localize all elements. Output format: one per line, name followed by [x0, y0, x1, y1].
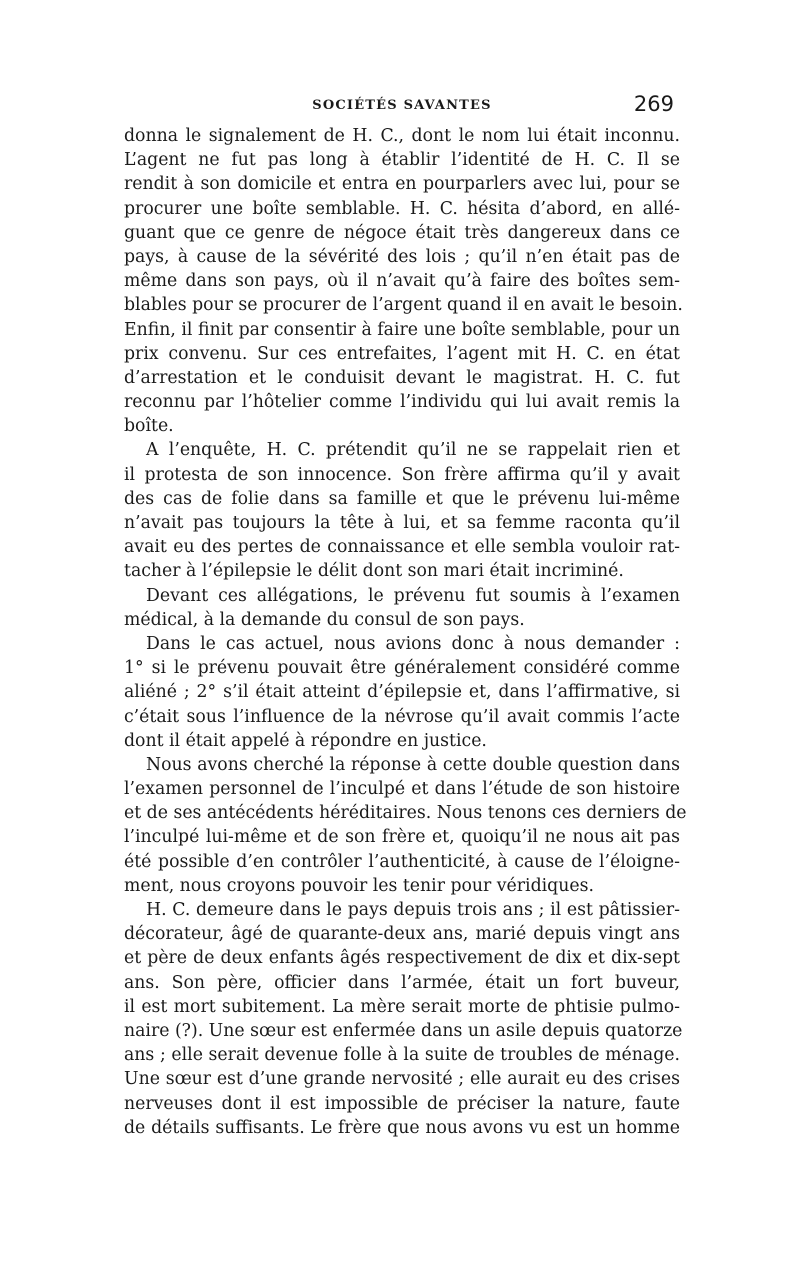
- paragraph: [124, 584, 680, 632]
- text-line: même dans son pays, où il n’avait qu’à faire des boîtes sem-: [124, 271, 680, 292]
- text-line: L’agent ne fut pas long à établir l’identité de H. C. Il se: [124, 150, 680, 171]
- text-line: tacher à l’épilepsie le délit dont son mari était incriminé.: [124, 561, 624, 582]
- text-line: donna le signalement de H. C., dont le nom lui était inconnu.: [124, 126, 680, 146]
- text-line: guant que ce genre de négoce était très dangereux dans ce: [124, 222, 680, 243]
- text-line: ans ; elle serait devenue folle à la suite de troubles de ménage.: [124, 1045, 680, 1066]
- text-line: Nous avons cherché la réponse à cette double question dans: [146, 754, 680, 775]
- text-line: Devant ces allégations, le prévenu fut soumis à l’examen: [146, 585, 680, 606]
- text-line: pays, à cause de la sévérité des lois ; qu’il n’en était pas de: [124, 246, 680, 267]
- text-line: H. C. demeure dans le pays depuis trois ans ; il est pâtissier-: [146, 900, 680, 920]
- paragraph: [124, 632, 680, 753]
- text-line: été possible d’en contrôler l’authenticité, à cause de l’éloigne-: [124, 851, 680, 872]
- text-line: avait eu des pertes de connaissance et elle sembla vouloir rat-: [124, 537, 680, 558]
- text-line: 1° si le prévenu pouvait être généralement considéré comme: [124, 658, 680, 679]
- text-line: ans. Son père, officier dans l’armée, était un fort buveur,: [124, 972, 680, 993]
- text-line: médical, à la demande du consul de son pays.: [124, 609, 525, 630]
- text-line: et de ses antécédents héréditaires. Nous tenons ces derniers de: [124, 803, 687, 824]
- text-line: des cas de folie dans sa famille et que le prévenu lui-même: [124, 488, 680, 509]
- text-line: il est mort subitement. La mère serait morte de phtisie pulmo-: [124, 996, 680, 1017]
- text-line: Enfin, il finit par consentir à faire une boîte semblable, pour un: [124, 319, 680, 340]
- text-line: c’était sous l’influence de la névrose qu’il avait commis l’acte: [124, 706, 680, 727]
- text-line: boîte.: [124, 416, 174, 437]
- text-line: ment, nous croyons pouvoir les tenir pour véridiques.: [124, 875, 594, 896]
- paragraph: [124, 898, 683, 1140]
- text-line: décorateur, âgé de quarante-deux ans, marié depuis vingt ans: [124, 924, 680, 945]
- text-line: A l’enquête, H. C. prétendit qu’il ne se rappelait rien et: [146, 440, 680, 461]
- text-line: n’avait pas toujours la tête à lui, et sa femme raconta qu’il: [124, 513, 680, 533]
- text-line: procurer une boîte semblable. H. C. hésita d’abord, en allé-: [124, 198, 680, 219]
- running-title: SOCIÉTÉS SAVANTES: [312, 98, 492, 113]
- text-line: d’arrestation et le conduisit devant le magistrat. H. C. fut: [124, 367, 680, 388]
- text-line: blables pour se procurer de l’argent quand il en avait le besoin.: [124, 295, 683, 316]
- text-line: et père de deux enfants âgés respectivement de dix et dix-sept: [124, 948, 680, 969]
- page-number: 269: [633, 92, 674, 116]
- text-line: Dans le cas actuel, nous avions donc à nous demander :: [146, 633, 680, 654]
- text-line: prix convenu. Sur ces entrefaites, l’agent mit H. C. en état: [124, 343, 680, 364]
- paragraph: [124, 438, 680, 583]
- paragraph: [124, 753, 687, 898]
- text-line: rendit à son domicile et entra en pourparlers avec lui, pour se: [124, 174, 680, 195]
- text-line: nerveuses dont il est impossible de préciser la nature, faute: [124, 1093, 680, 1114]
- text-line: de détails suffisants. Le frère que nous avons vu est un homme: [124, 1117, 680, 1138]
- text-line: reconnu par l’hôtelier comme l’individu qui lui avait remis la: [124, 392, 680, 413]
- text-line: naire (?). Une sœur est enfermée dans un asile depuis quatorze: [124, 1020, 683, 1041]
- text-line: l’inculpé lui-même et de son frère et, quoiqu’il ne nous ait pas: [124, 827, 680, 848]
- text-line: aliéné ; 2° s’il était atteint d’épilepsie et, dans l’affirmative, si: [124, 682, 680, 703]
- text-line: l’examen personnel de l’inculpé et dans l’étude de son histoire: [124, 779, 680, 800]
- text-line: il protesta de son innocence. Son frère affirma qu’il y avait: [124, 464, 680, 485]
- text-line: Une sœur est d’une grande nervosité ; elle aurait eu des crises: [124, 1069, 680, 1090]
- body-text: [124, 124, 687, 1140]
- running-head: [124, 92, 680, 118]
- text-line: dont il était appelé à répondre en justice.: [124, 730, 487, 751]
- paragraph: [124, 124, 683, 438]
